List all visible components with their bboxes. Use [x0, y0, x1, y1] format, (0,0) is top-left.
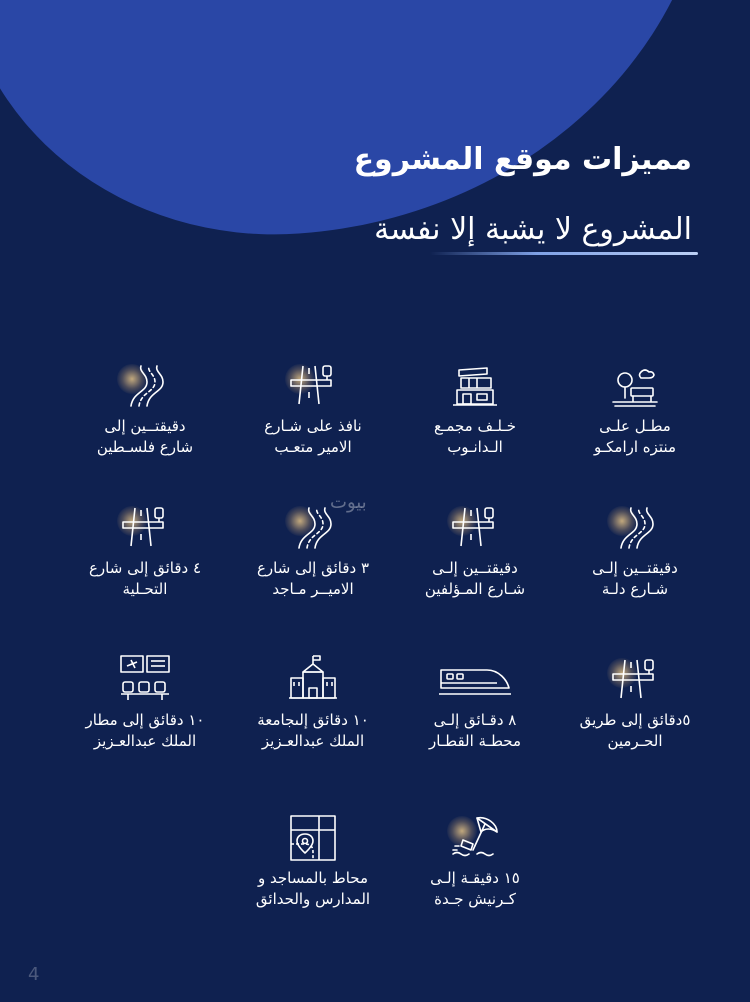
- watermark: بيوت: [330, 492, 367, 513]
- feature-park: [560, 358, 710, 488]
- train-icon: [437, 652, 513, 708]
- feature-label: محاط بالمساجد و المدارس والحدائق: [255, 869, 371, 908]
- map-pin-icon: [285, 810, 341, 866]
- beach-icon: [447, 810, 503, 866]
- feature-label: ١٥ دقيقـة إلـى كـرنيش جـدة: [430, 869, 520, 908]
- feature-dallah-st: [560, 500, 710, 630]
- feature-label: مطـل علـى منتزه ارامكـو: [593, 417, 677, 456]
- feature-label: ٤ دقائق إلى شارع التحـلية: [88, 559, 202, 598]
- feature-label: ١٠ دقائق إلى مطار الملك عبدالعـزيز: [85, 711, 205, 750]
- feature-label: دقيقتــين إلـى شـارع المـؤلفين: [424, 559, 526, 598]
- feature-label: خـلـف مجمـع الـدانـوب: [433, 417, 517, 456]
- feature-surroundings: [238, 810, 388, 940]
- university-icon: [285, 652, 341, 708]
- feature-tahlia: [70, 500, 220, 630]
- bridge-icon: [117, 500, 173, 556]
- page-title: مميزات موقع المشروع: [353, 142, 692, 177]
- feature-danube: [400, 358, 550, 488]
- park-icon: [607, 358, 663, 414]
- feature-prince-miteb: [238, 358, 388, 488]
- feature-label: ٣ دقائق إلى شارع الاميــر مـاجد: [256, 559, 370, 598]
- subtitle-underline: [430, 252, 698, 255]
- feature-label: ٥دقائق إلى طريق الحـرمين: [579, 711, 691, 750]
- feature-prince-majed: [238, 500, 388, 630]
- bridge-icon: [607, 652, 663, 708]
- road-icon: [607, 500, 663, 556]
- feature-label: ٨ دقـائق إلـى محطـة القطـار: [428, 711, 522, 750]
- bridge-icon: [447, 500, 503, 556]
- feature-label: نافذ على شـارع الامير متعـب: [264, 417, 362, 456]
- feature-train-station: [400, 652, 550, 782]
- feature-jeddah-corniche: [400, 810, 550, 940]
- feature-kaa-airport: [70, 652, 220, 782]
- feature-kau-university: [238, 652, 388, 782]
- bridge-icon: [285, 358, 341, 414]
- feature-label: دقيقتــين إلـى شـارع دلـة: [592, 559, 678, 598]
- feature-label: دقيقتــين إلى شارع فلسـطين: [96, 417, 194, 456]
- feature-haramain-rd: [560, 652, 710, 782]
- road-icon: [117, 358, 173, 414]
- airport-icon: [117, 652, 173, 708]
- building-icon: [447, 358, 503, 414]
- page-subtitle: المشروع لا يشبة إلا نفسة: [374, 212, 692, 247]
- feature-moalefin-st: [400, 500, 550, 630]
- feature-label: ١٠ دقائق إلىجامعة الملك عبدالعـزيز: [257, 711, 369, 750]
- page-number: 4: [28, 964, 40, 985]
- feature-palestine-st: [70, 358, 220, 488]
- road-icon: [285, 500, 341, 556]
